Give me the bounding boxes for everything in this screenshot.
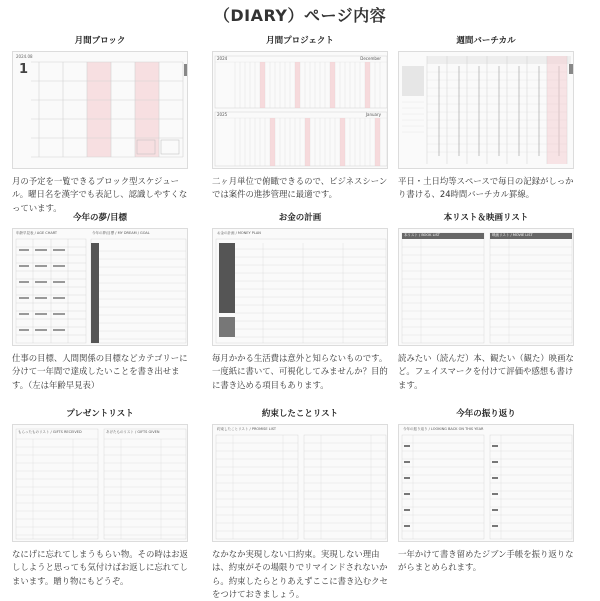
gifts-received-label: もらったものリスト / GIFTS RECEIVED xyxy=(18,430,82,434)
dream-goal-illustration xyxy=(13,229,188,346)
section-heading: 月間ブロック xyxy=(74,36,126,46)
present-list-thumbnail xyxy=(12,424,188,542)
monthly-block-illustration xyxy=(13,52,188,169)
section-monthly-project xyxy=(212,35,388,202)
section-description: 一年かけて書き留めたジブン手帳を振り返りながらまとめられます。 xyxy=(398,549,574,573)
weekly-vertical-illustration xyxy=(399,52,574,169)
monthly-project-illustration xyxy=(213,52,388,169)
year-review-illustration xyxy=(399,425,574,542)
page-title: （DIARY）ページ内容 xyxy=(213,6,387,25)
section-heading: プレゼントリスト xyxy=(66,409,134,419)
section-description: 読みたい（読んだ）本、観たい（観た）映画など。フェイスマークを付けて評価や感想も書けます。 xyxy=(398,353,574,390)
project-label-year-a: 2024 xyxy=(217,56,228,61)
section-description: なかなか実現しない口約束。実現しない理由は、約束がその場限りでリマインドされないから。約束したらとりあえずここに書き込むクセをつけておきましょう。 xyxy=(212,549,388,599)
project-label-year-b: 2025 xyxy=(217,112,228,117)
section-heading: 今年の振り返り xyxy=(456,409,516,419)
money-plan-thumbnail xyxy=(212,228,388,346)
section-heading: お金の計画 xyxy=(278,213,322,223)
section-heading: 約束したことリスト xyxy=(261,409,339,419)
section-monthly-block xyxy=(12,35,188,215)
promise-list-thumbnail xyxy=(212,424,388,542)
section-weekly-vertical xyxy=(398,35,574,202)
section-description: なにげに忘れてしまうもらい物。その時はお返ししようと思っても気付けばお返しに忘れてしまいます。贈り物にもどうぞ。 xyxy=(12,549,188,586)
book-list-label: 本リスト / BOOK LIST xyxy=(404,233,440,237)
book-movie-list-thumbnail xyxy=(398,228,574,346)
weekly-vertical-thumbnail xyxy=(398,51,574,169)
age-chart-label: 年齢早見表 / AGE CHART xyxy=(16,231,58,235)
section-present-list xyxy=(12,408,188,588)
section-book-movie-list xyxy=(398,212,574,392)
section-description: 毎月かかる生活費は意外と知らないものです。一度紙に書いて、可視化してみませんか？目的に書き込める項目もあります。 xyxy=(212,353,388,390)
section-heading: 週間バーチカル xyxy=(456,36,516,46)
project-label-month-b: January xyxy=(365,112,381,117)
monthly-block-date-label: 2024.08 xyxy=(16,54,33,59)
monthly-block-thumbnail xyxy=(12,51,188,169)
gifts-given-label: あげたものリスト / GIFTS GIVEN xyxy=(106,430,160,434)
dream-goal-label: 今年の夢/目標 / MY DREAM / GOAL xyxy=(92,231,150,235)
monthly-block-day-number: 1 xyxy=(19,62,29,77)
money-plan-label: お金の計画 / MONEY PLAN xyxy=(217,231,261,235)
project-label-month-a: December xyxy=(360,56,381,61)
present-list-illustration xyxy=(13,425,188,542)
book-movie-list-illustration xyxy=(399,229,574,346)
year-review-thumbnail xyxy=(398,424,574,542)
movie-list-label: 映画リスト / MOVIE LIST xyxy=(492,233,533,237)
promise-list-illustration xyxy=(213,425,388,542)
section-description: 平日・土日均等スペースで毎日の記録がしっかり書ける、24時間バーチカル罫線。 xyxy=(398,176,574,200)
dream-goal-thumbnail xyxy=(12,228,188,346)
section-money-plan xyxy=(212,212,388,392)
section-dream-goal xyxy=(12,212,188,392)
section-heading: 本リスト＆映画リスト xyxy=(443,213,529,223)
year-review-label: 今年の振り返り / LOOKING BACK ON THIS YEAR xyxy=(403,427,484,431)
section-year-review xyxy=(398,408,574,575)
section-promise-list xyxy=(212,408,388,601)
section-description: 月の予定を一覧できるブロック型スケジュール。曜日名を漢字でも表記し、認識しやすくなっています。 xyxy=(12,176,188,213)
monthly-project-thumbnail xyxy=(212,51,388,169)
promise-list-label: 約束したことリスト / PROMISE LIST xyxy=(217,427,277,431)
section-heading: 月間プロジェクト xyxy=(266,36,334,46)
section-heading: 今年の夢/目標 xyxy=(72,213,128,223)
section-description: 二ヶ月単位で俯瞰できるので、ビジネスシーンでは案件の進捗管理に最適です。 xyxy=(212,176,388,200)
money-plan-illustration xyxy=(213,229,388,346)
section-description: 仕事の目標、人間関係の目標などカテゴリーに分けて一年間で達成したいことを書き出せます。（左は年齢早見表） xyxy=(12,353,188,390)
